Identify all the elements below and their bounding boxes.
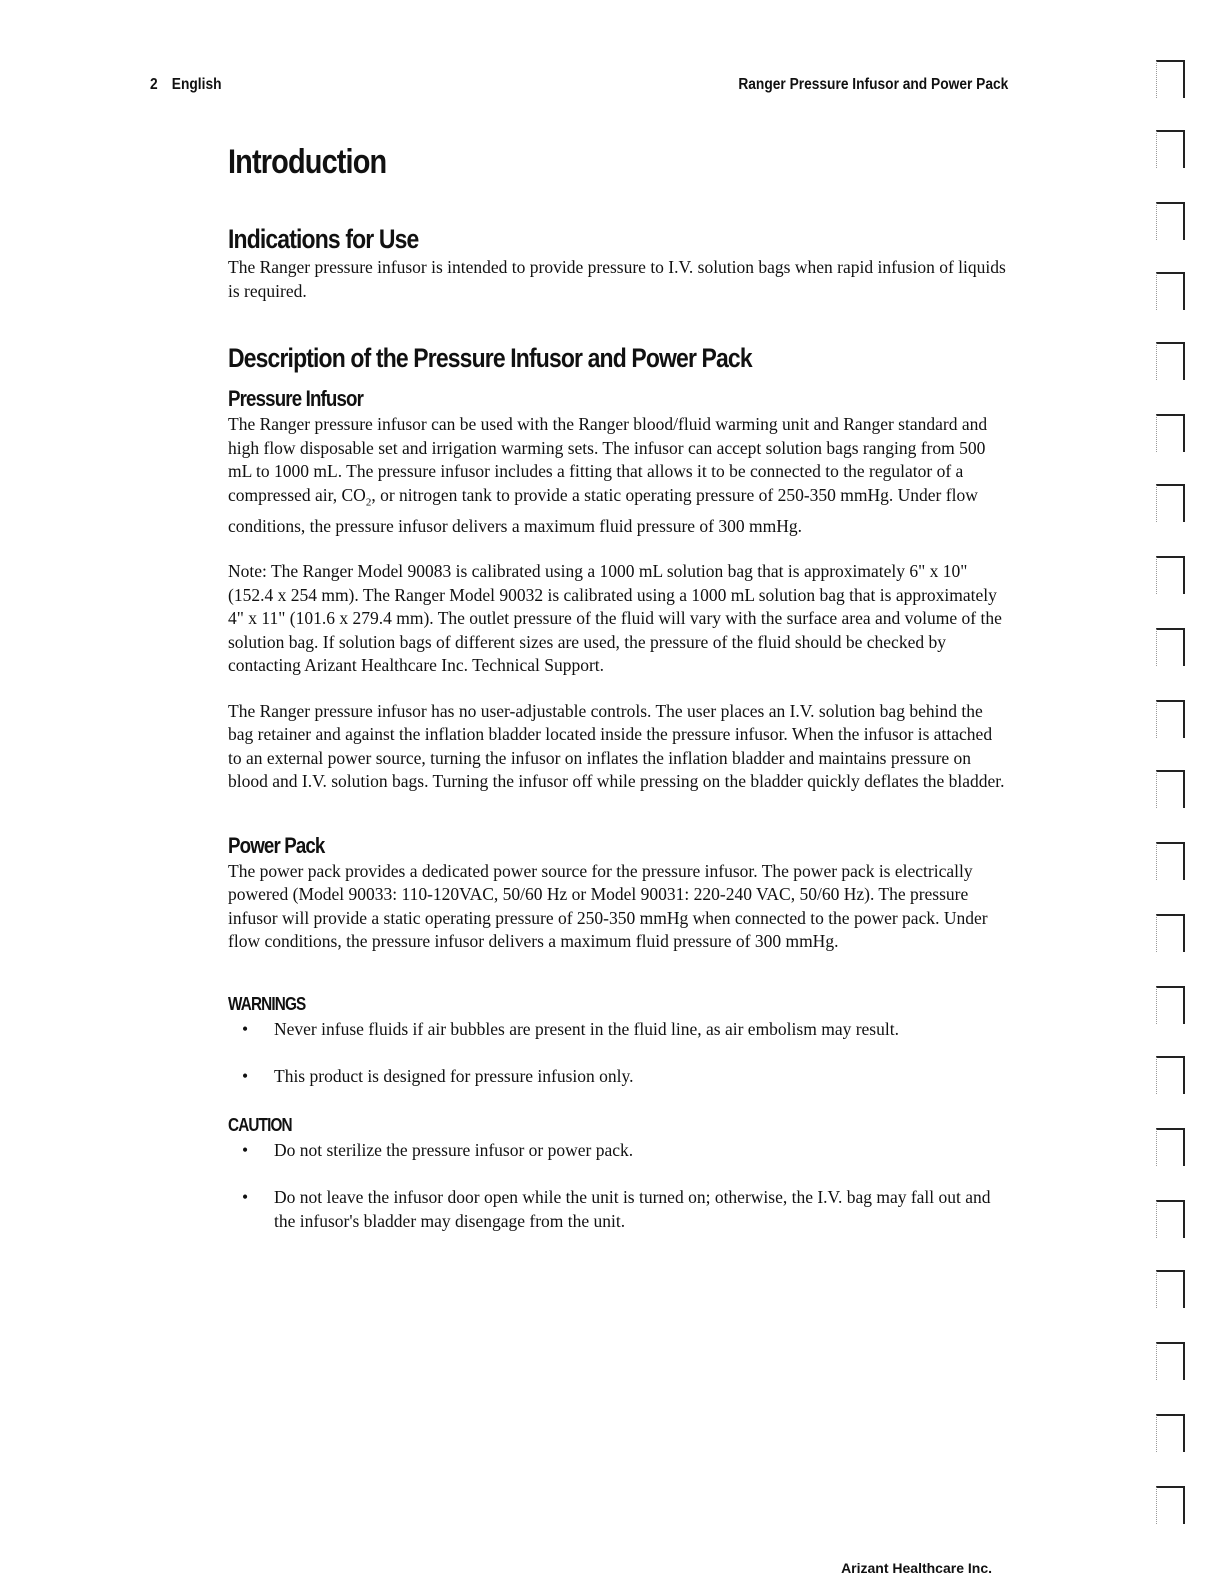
index-tab <box>1156 1342 1185 1380</box>
index-tab <box>1156 484 1185 522</box>
power-pack-heading: Power Pack <box>228 832 325 858</box>
index-tab <box>1156 914 1185 952</box>
index-tab <box>1156 1200 1185 1238</box>
caution-heading: CAUTION <box>228 1114 292 1135</box>
calibration-note: Note: The Ranger Model 90083 is calibrated using a 1000 mL solution bag that is approximately 6" x 10" (152.4 x 254 mm). The Ranger Model 90032 is calibrated using a 1000 mL solution bag that is approximately 4" x 11" (101.6 x 279.4 mm). The outlet pressure of the fluid will vary with the surface area and volume of the solution bag. If solution bags of different sizes are used, the pressure of the fluid should be checked by contacting Arizant Healthcare Inc. Technical Support. <box>228 561 1002 675</box>
warning-item: • Never infuse fluids if air bubbles are present in the fluid line, as air embolism may result. <box>228 1018 1008 1042</box>
index-tab <box>1156 202 1185 240</box>
page-header <box>150 76 1009 100</box>
indications-heading: Indications for Use <box>228 224 419 254</box>
operation-paragraph: The Ranger pressure infusor has no user-adjustable controls. The user places an I.V. solution bag behind the bag retainer and against the inflation bladder located inside the pressure infusor. When the infusor is attached to an external power source, turning the infusor on inflates the inflation bladder and maintains pressure on blood and I.V. solution bags. Turning the infusor off while pressing on the bladder quickly deflates the bladder. <box>228 700 1005 791</box>
index-tab <box>1156 414 1185 452</box>
warnings-list <box>228 1018 1008 1089</box>
index-tab <box>1156 272 1185 310</box>
pressure-infusor-paragraph: The Ranger pressure infusor can be used with the Ranger blood/fluid warming unit and Ranger standard and high flow disposable set and irrigation warming sets. The infusor can accept solution bags ranging from 500 mL to 1000 mL. The pressure infusor includes a fitting that allows it to be connected to the regulator of a compressed air, $CO_2$, or nitrogen tank to provide a static operating pressure of 250-350 mmHg. Under flow conditions, the pressure infusor delivers a maximum fluid pressure of 300 mmHg. <box>228 414 988 536</box>
header-language: English <box>171 76 222 93</box>
warning-item: • This product is designed for pressure infusion only. <box>228 1065 1008 1089</box>
header-document-title: Ranger Pressure Infusor and Power Pack <box>738 76 1009 93</box>
page-footer: Arizant Healthcare Inc. <box>841 1560 992 1576</box>
description-heading: Description of the Pressure Infusor and Power Pack <box>228 343 752 373</box>
page-number: 2 <box>150 76 158 93</box>
caution-item: • Do not sterilize the pressure infusor or power pack. <box>228 1139 1008 1163</box>
caution-item: • Do not leave the infusor door open while the unit is turned on; otherwise, the I.V. bag may fall out and the infusor's bladder may disengage from the unit. <box>228 1186 1008 1233</box>
indications-text: The Ranger pressure infusor is intended to provide pressure to I.V. solution bags when rapid infusion of liquids is required. <box>228 257 1006 301</box>
header-left <box>150 76 232 94</box>
pressure-infusor-heading: Pressure Infusor <box>228 386 364 411</box>
index-tab <box>1156 842 1185 880</box>
index-tab <box>1156 1414 1185 1452</box>
index-tab <box>1156 1270 1185 1308</box>
page-title: Introduction <box>228 143 387 181</box>
warnings-heading: WARNINGS <box>228 993 306 1014</box>
page-content <box>228 140 1008 1257</box>
index-tab <box>1156 60 1185 98</box>
index-tab <box>1156 986 1185 1024</box>
index-tab <box>1156 700 1185 738</box>
index-tab <box>1156 770 1185 808</box>
caution-list <box>228 1139 1008 1234</box>
index-tab <box>1156 130 1185 168</box>
power-pack-text: The power pack provides a dedicated power source for the pressure infusor. The power pack is electrically powered (Model 90033: 110-120VAC, 50/60 Hz or Model 90031: 220-240 VAC, 50/60 Hz). The pressure infusor will provide a static operating pressure of 250-350 mmHg when connected to the power pack. Under flow conditions, the pressure infusor delivers a maximum fluid pressure of 300 mmHg. <box>228 860 988 951</box>
index-tab <box>1156 1486 1185 1524</box>
index-tab <box>1156 342 1185 380</box>
index-tab <box>1156 1128 1185 1166</box>
index-tab <box>1156 628 1185 666</box>
index-tab <box>1156 556 1185 594</box>
index-tab <box>1156 1056 1185 1094</box>
